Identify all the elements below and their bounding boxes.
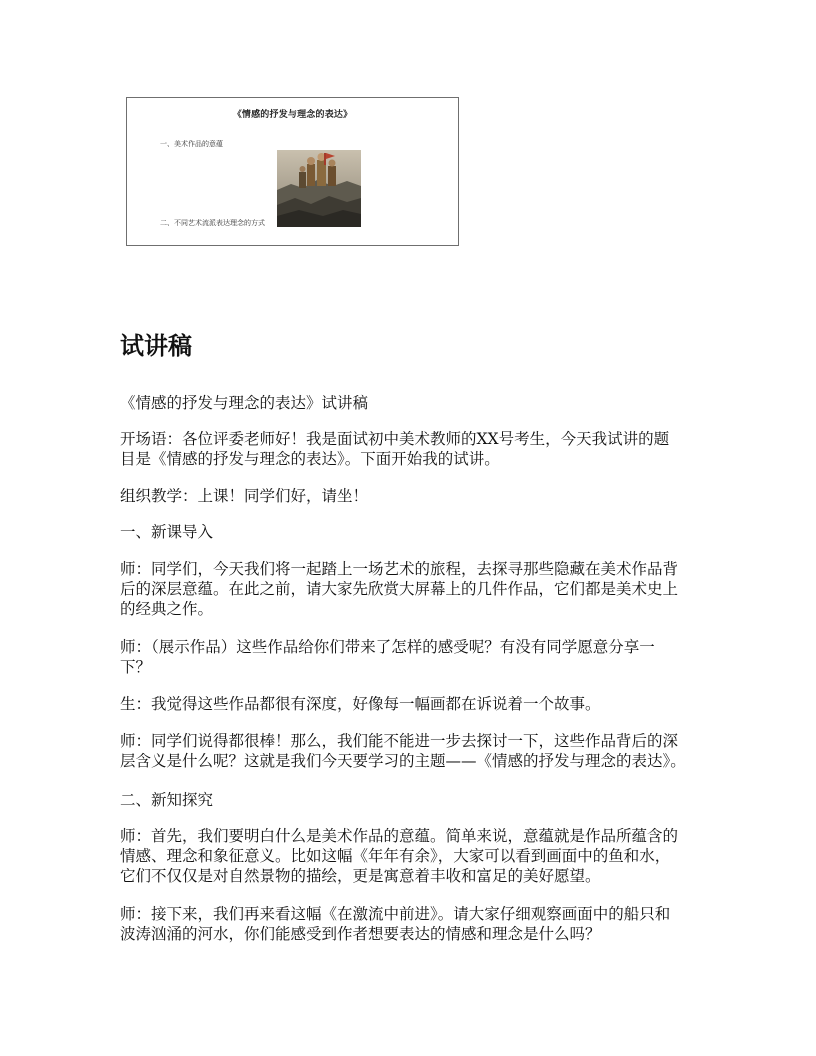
- paragraph-torrent: 师：接下来，我们再来看这幅《在激流中前进》。请大家仔细观察画面中的船只和 波涛汹涌的河水，你们能感受到作者想要表达的情感和理念是什么吗？: [120, 905, 671, 943]
- slide-item-2: 二、不同艺术流派表达理念的方式: [160, 219, 265, 227]
- paragraph-show-works: 师：（展示作品）这些作品给你们带来了怎样的感受呢？有没有同学愿意分享一 下？: [120, 638, 655, 676]
- section-heading-1: 一、新课导入: [120, 523, 214, 541]
- paragraph-student: 生：我觉得这些作品都很有深度，好像每一幅画都在诉说着一个故事。: [120, 695, 601, 713]
- paragraph-topic: 师：同学们说得都很棒！那么，我们能不能进一步去探讨一下，这些作品背后的深 层含义是什么呢？这就是我们今天要学习的主题——《情感的抒发与理念的表达》。: [120, 732, 686, 770]
- slide-item-1: 一、美术作品的意蕴: [160, 140, 223, 148]
- paragraph-meaning: 师：首先，我们要明白什么是美术作品的意蕴。简单来说，意蕴就是作品所蕴含的 情感、理念和象征意义。比如这幅《年年有余》，大家可以看到画面中的鱼和水， 它们不仅仅是对自然景物的描绘，更是寓意着丰收和富足的美好愿望。: [120, 827, 679, 885]
- slide-thumbnail: [126, 97, 459, 246]
- paragraph-opening: 开场语：各位评委老师好！我是面试初中美术教师的XX号考生，今天我试讲的题 目是《情感的抒发与理念的表达》。下面开始我的试讲。: [120, 430, 670, 468]
- paragraph-organize: 组织教学：上课！同学们好，请坐！: [120, 487, 369, 505]
- section-heading-2: 二、新知探究: [120, 791, 214, 809]
- document-heading: 试讲稿: [120, 331, 192, 360]
- paragraph-intro: 师：同学们，今天我们将一起踏上一场艺术的旅程，去探寻那些隐藏在美术作品背 后的深层意蕴。在此之前，请大家先欣赏大屏幕上的几件作品，它们都是美术史上 的经典之作。: [120, 560, 679, 618]
- slide-title: 《情感的抒发与理念的表达》: [232, 110, 353, 120]
- paragraph-subtitle: 《情感的抒发与理念的表达》试讲稿: [120, 394, 369, 412]
- painting-image: [277, 150, 361, 227]
